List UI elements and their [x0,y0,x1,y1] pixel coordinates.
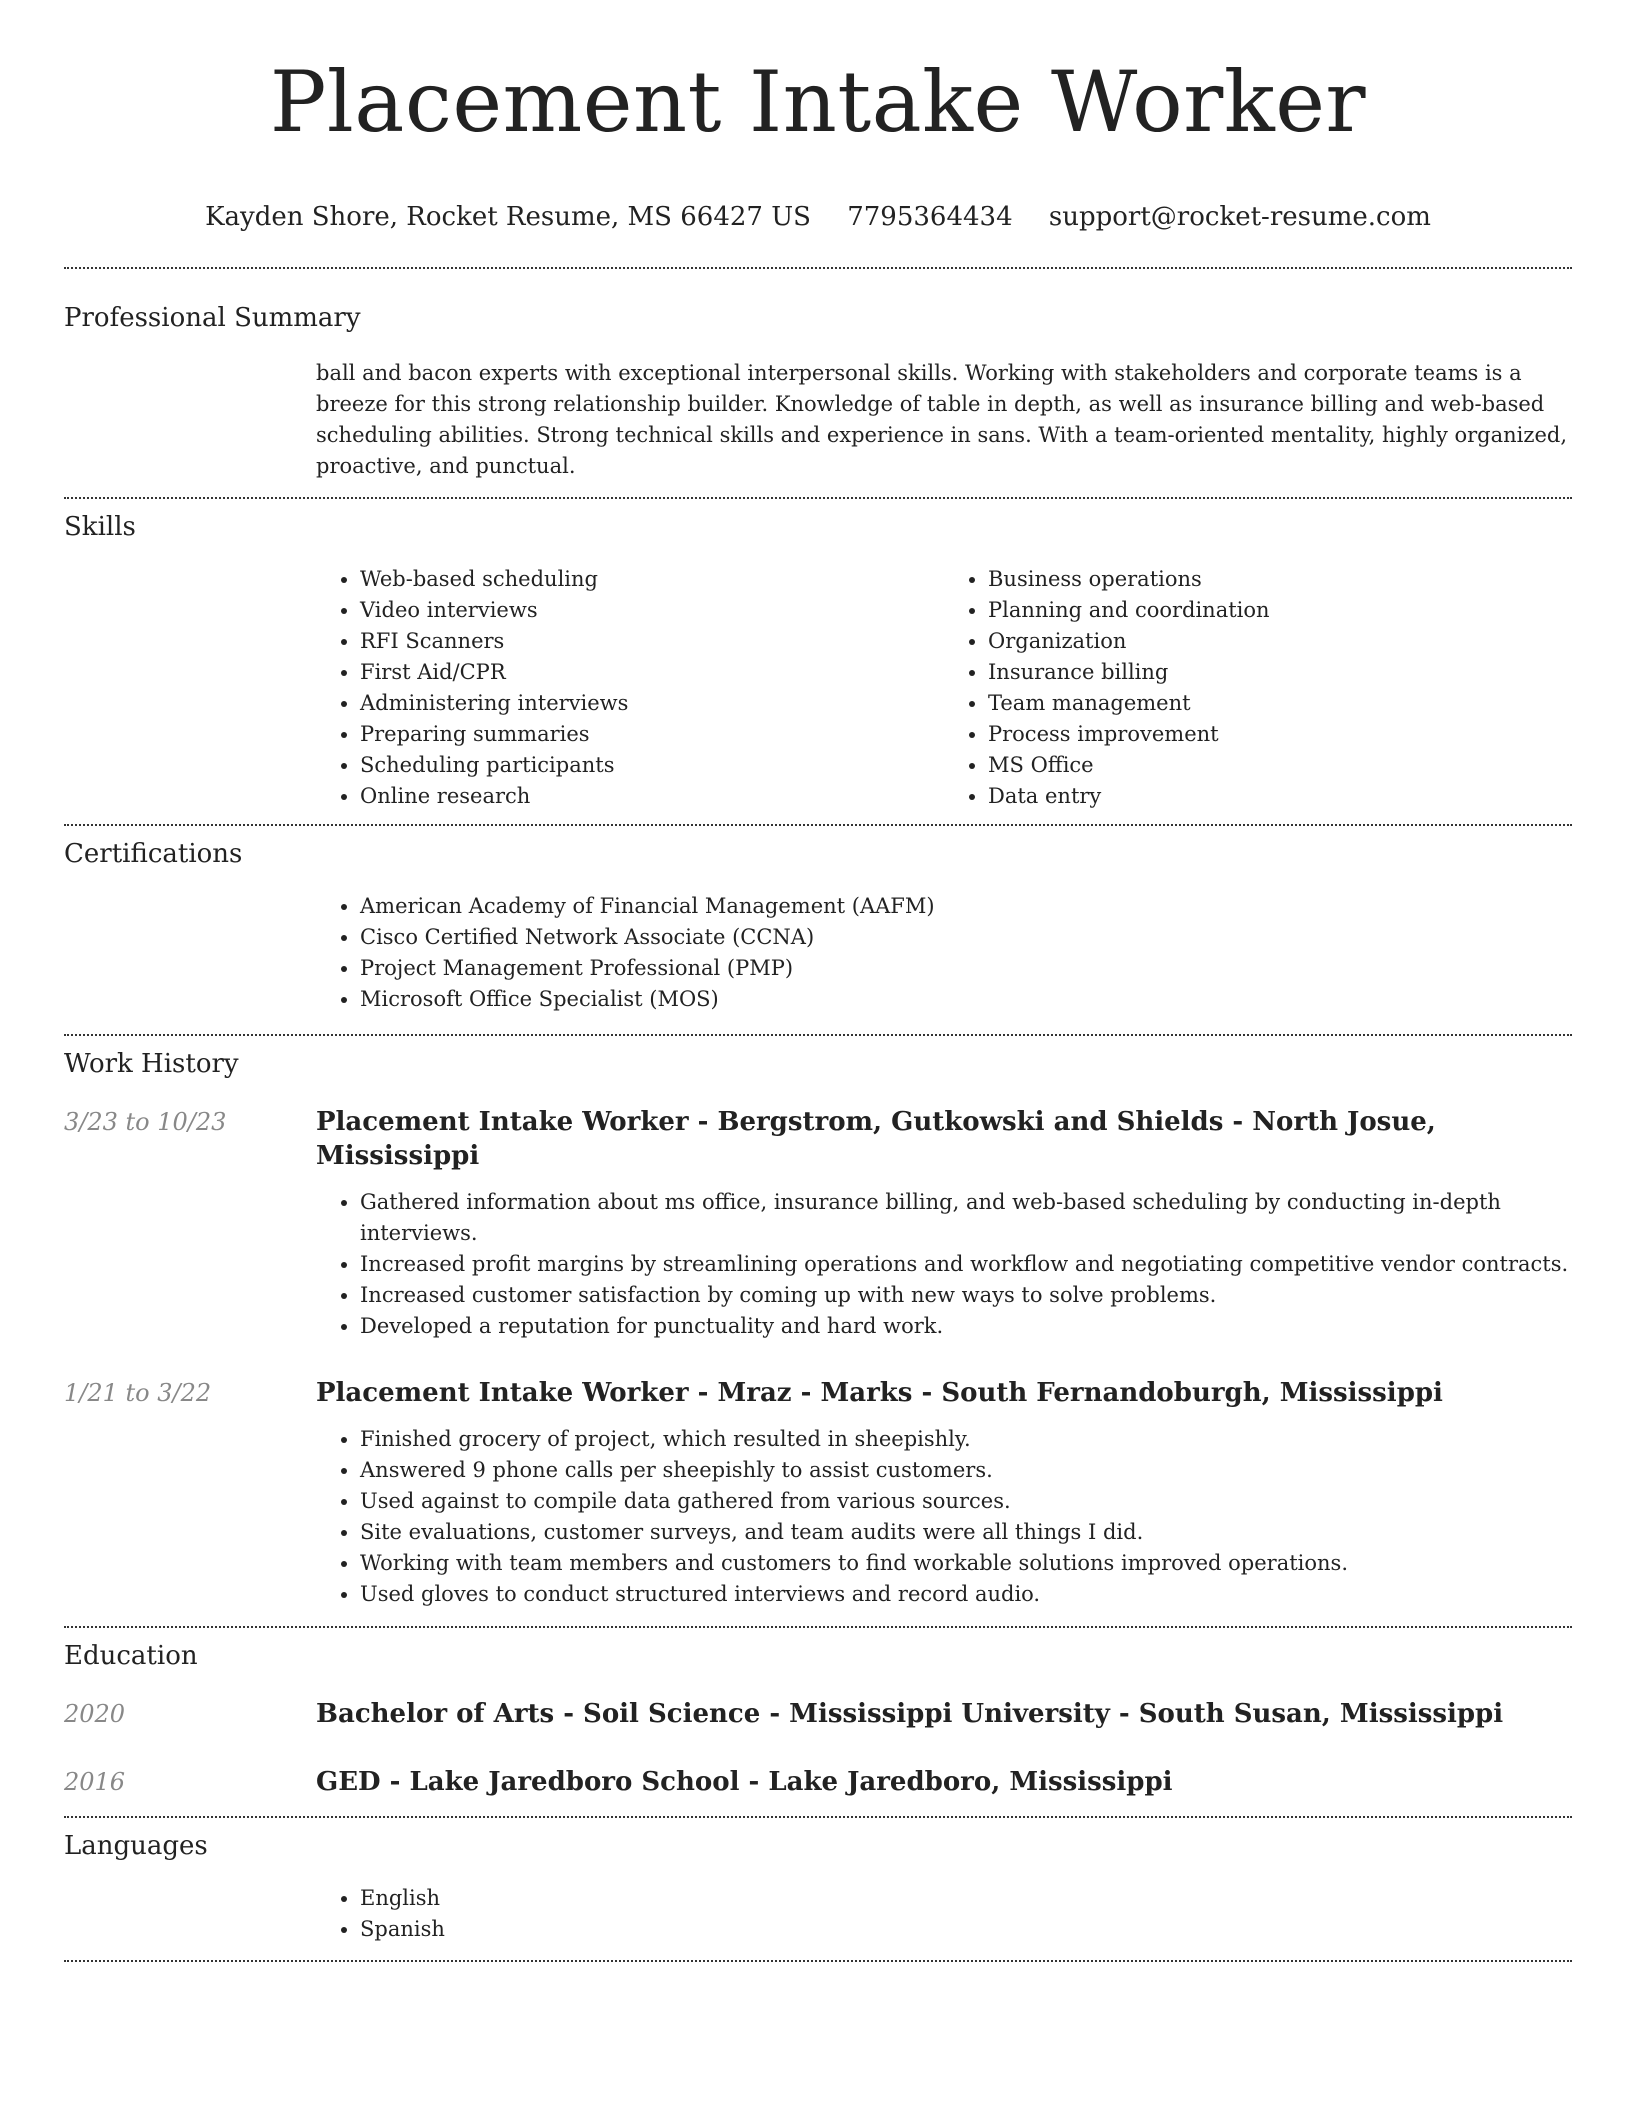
skill-item: • Scheduling participants [360,750,944,781]
section-title-education: Education [64,1641,198,1671]
job-entry [64,1105,1572,1342]
skill-item: • Video interviews [360,595,944,626]
job-bullet: • Developed a reputation for punctuality and hard work. [360,1311,1572,1342]
education-year: 2016 [64,1768,126,1796]
section-title-certifications: Certifications [64,839,243,869]
skill-item: • Insurance billing [988,657,1572,688]
job-bullet: • Increased profit margins by streamlining operations and workflow and negotiating competitive vendor contracts. [360,1249,1572,1280]
summary-section [64,269,1572,482]
skill-item: • Team management [988,688,1572,719]
skill-item: • Organization [988,626,1572,657]
skill-item: • Process improvement [988,719,1572,750]
job-bullet: • Answered 9 phone calls per sheepishly to assist customers. [360,1455,1572,1486]
section-title-summary: Professional Summary [64,303,361,333]
job-title: Placement Intake Worker - Bergstrom, Gutkowski and Shields - North Josue, Mississippi [316,1107,1436,1171]
job-title: Placement Intake Worker - Mraz - Marks - South Fernandoburgh, Mississippi [316,1378,1443,1408]
skill-item: • Preparing summaries [360,719,944,750]
contact-line [64,200,1572,234]
skills-list-left [316,564,944,812]
contact-email: support@rocket-resume.com [1048,202,1431,232]
skill-item: • MS Office [988,750,1572,781]
job-bullet: • Used against to compile data gathered from various sources. [360,1486,1572,1517]
education-year: 2020 [64,1700,126,1728]
skills-section [64,499,1572,812]
job-bullet: • Gathered information about ms office, insurance billing, and web-based scheduling by conducting in-depth interviews. [360,1187,1572,1249]
skill-item: • Data entry [988,781,1572,812]
job-bullets [316,1187,1572,1342]
certifications-section [64,826,1572,1015]
divider [64,1960,1572,1962]
section-title-skills: Skills [64,512,136,542]
education-entry [64,1697,1572,1731]
certification-item: • American Academy of Financial Management (AAFM) [360,891,1572,922]
education-detail: GED - Lake Jaredboro School - Lake Jaredboro, Mississippi [316,1767,1173,1797]
job-bullet: • Used gloves to conduct structured interviews and record audio. [360,1579,1572,1610]
job-entry [64,1376,1572,1610]
certification-item: • Microsoft Office Specialist (MOS) [360,984,1572,1015]
education-entry [64,1765,1572,1799]
skills-list-right [944,564,1572,812]
work-history-section [64,1036,1572,1610]
summary-text: ball and bacon experts with exceptional interpersonal skills. Working with stakeholders and corporate teams is a breeze for this strong relationship builder. Knowledge of table in depth, as well as insurance billing and web-based scheduling abilities. Strong technical skills and experience in sans. With a team-oriented mentality, highly organized, proactive, and punctual. [316,361,1567,478]
certifications-list [316,891,1572,1015]
languages-list [316,1883,1572,1945]
job-bullet: • Site evaluations, customer surveys, and team audits were all things I did. [360,1517,1572,1548]
language-item: • Spanish [360,1914,1572,1945]
section-title-work-history: Work History [64,1049,239,1079]
skill-item: • Business operations [988,564,1572,595]
job-bullet: • Finished grocery of project, which resulted in sheepishly. [360,1424,1572,1455]
skill-item: • Online research [360,781,944,812]
job-bullet: • Increased customer satisfaction by coming up with new ways to solve problems. [360,1280,1572,1311]
job-bullet: • Working with team members and customers to find workable solutions improved operations. [360,1548,1572,1579]
education-detail: Bachelor of Arts - Soil Science - Mississippi University - South Susan, Mississippi [316,1699,1504,1729]
resume-page [64,0,1572,1962]
language-item: • English [360,1883,1572,1914]
skill-item: • Administering interviews [360,688,944,719]
languages-section [64,1818,1572,1945]
skill-item: • Web-based scheduling [360,564,944,595]
skill-item: • RFI Scanners [360,626,944,657]
education-section [64,1628,1572,1799]
section-title-languages: Languages [64,1831,208,1861]
contact-address: Kayden Shore, Rocket Resume, MS 66427 US [205,202,811,232]
certification-item: • Project Management Professional (PMP) [360,953,1572,984]
resume-title: Placement Intake Worker [269,53,1367,151]
certification-item: • Cisco Certified Network Associate (CCNA) [360,922,1572,953]
skill-item: • Planning and coordination [988,595,1572,626]
job-dates: 1/21 to 3/22 [64,1379,212,1407]
contact-phone: 7795364434 [847,202,1013,232]
job-dates: 3/23 to 10/23 [64,1108,227,1136]
job-bullets [316,1424,1572,1610]
skill-item: • First Aid/CPR [360,657,944,688]
